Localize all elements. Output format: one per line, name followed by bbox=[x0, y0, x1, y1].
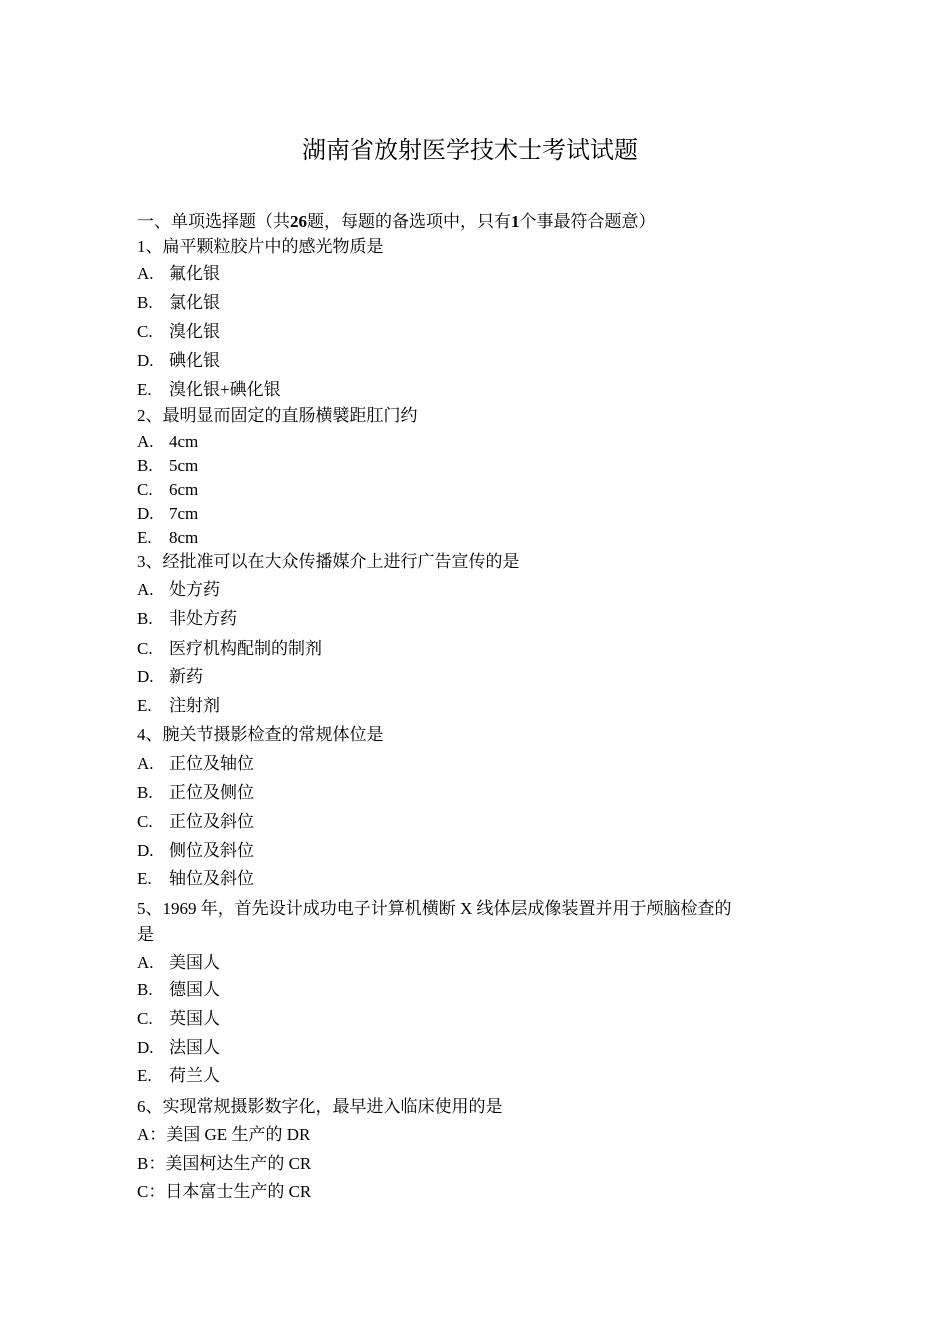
question-4-option-a: A. 正位及轴位 bbox=[137, 754, 254, 773]
question-3-option-d: D. 新药 bbox=[137, 667, 203, 686]
question-3-option-c: C. 医疗机构配制的制剂 bbox=[137, 639, 322, 658]
question-2-text: 2、最明显而固定的直肠横襞距肛门约 bbox=[137, 406, 418, 425]
question-3-option-e: E. 注射剂 bbox=[137, 696, 220, 715]
question-6-text: 6、实现常规摄影数字化，最早进入临床使用的是 bbox=[137, 1097, 503, 1116]
question-2-option-a: A. 4cm bbox=[137, 432, 199, 451]
question-4-option-c: C. 正位及斜位 bbox=[137, 812, 254, 831]
question-6-option-c: C：日本富士生产的 CR bbox=[137, 1182, 312, 1201]
question-4-text: 4、腕关节摄影检查的常规体位是 bbox=[137, 725, 384, 744]
question-2-option-b: B. 5cm bbox=[137, 456, 199, 475]
question-5-text-line1: 5、1969 年，首先设计成功电子计算机横断 X 线体层成像装置并用于颅脑检查的 bbox=[137, 899, 732, 918]
question-3-option-a: A. 处方药 bbox=[137, 580, 220, 599]
question-1-text: 1、扁平颗粒胶片中的感光物质是 bbox=[137, 237, 384, 256]
question-2-option-d: D. 7cm bbox=[137, 504, 199, 523]
question-1-option-b: B. 氯化银 bbox=[137, 293, 220, 312]
question-5-option-b: B. 德国人 bbox=[137, 980, 220, 999]
question-4-option-d: D. 侧位及斜位 bbox=[137, 841, 254, 860]
question-2-option-e: E. 8cm bbox=[137, 528, 199, 547]
question-5-option-c: C. 英国人 bbox=[137, 1009, 220, 1028]
question-1-option-e: E. 溴化银+碘化银 bbox=[137, 380, 281, 399]
section-heading: 一、单项选择题（共26题，每题的备选项中，只有1个事最符合题意） bbox=[137, 212, 656, 231]
question-6-option-a: A：美国 GE 生产的 DR bbox=[137, 1125, 311, 1144]
question-6-option-b: B：美国柯达生产的 CR bbox=[137, 1154, 312, 1173]
question-4-option-b: B. 正位及侧位 bbox=[137, 783, 254, 802]
question-5-option-a: A. 美国人 bbox=[137, 953, 220, 972]
question-5-option-d: D. 法国人 bbox=[137, 1038, 220, 1057]
question-2-option-c: C. 6cm bbox=[137, 480, 199, 499]
question-5-text-line2: 是 bbox=[137, 925, 154, 944]
question-1-option-c: C. 溴化银 bbox=[137, 322, 220, 341]
question-1-option-a: A. 氟化银 bbox=[137, 264, 220, 283]
question-4-option-e: E. 轴位及斜位 bbox=[137, 869, 254, 888]
question-3-text: 3、经批准可以在大众传播媒介上进行广告宣传的是 bbox=[137, 552, 520, 571]
question-3-option-b: B. 非处方药 bbox=[137, 609, 237, 628]
question-1-option-d: D. 碘化银 bbox=[137, 351, 220, 370]
document-title: 湖南省放射医学技术士考试试题 bbox=[302, 138, 638, 164]
question-5-option-e: E. 荷兰人 bbox=[137, 1066, 220, 1085]
